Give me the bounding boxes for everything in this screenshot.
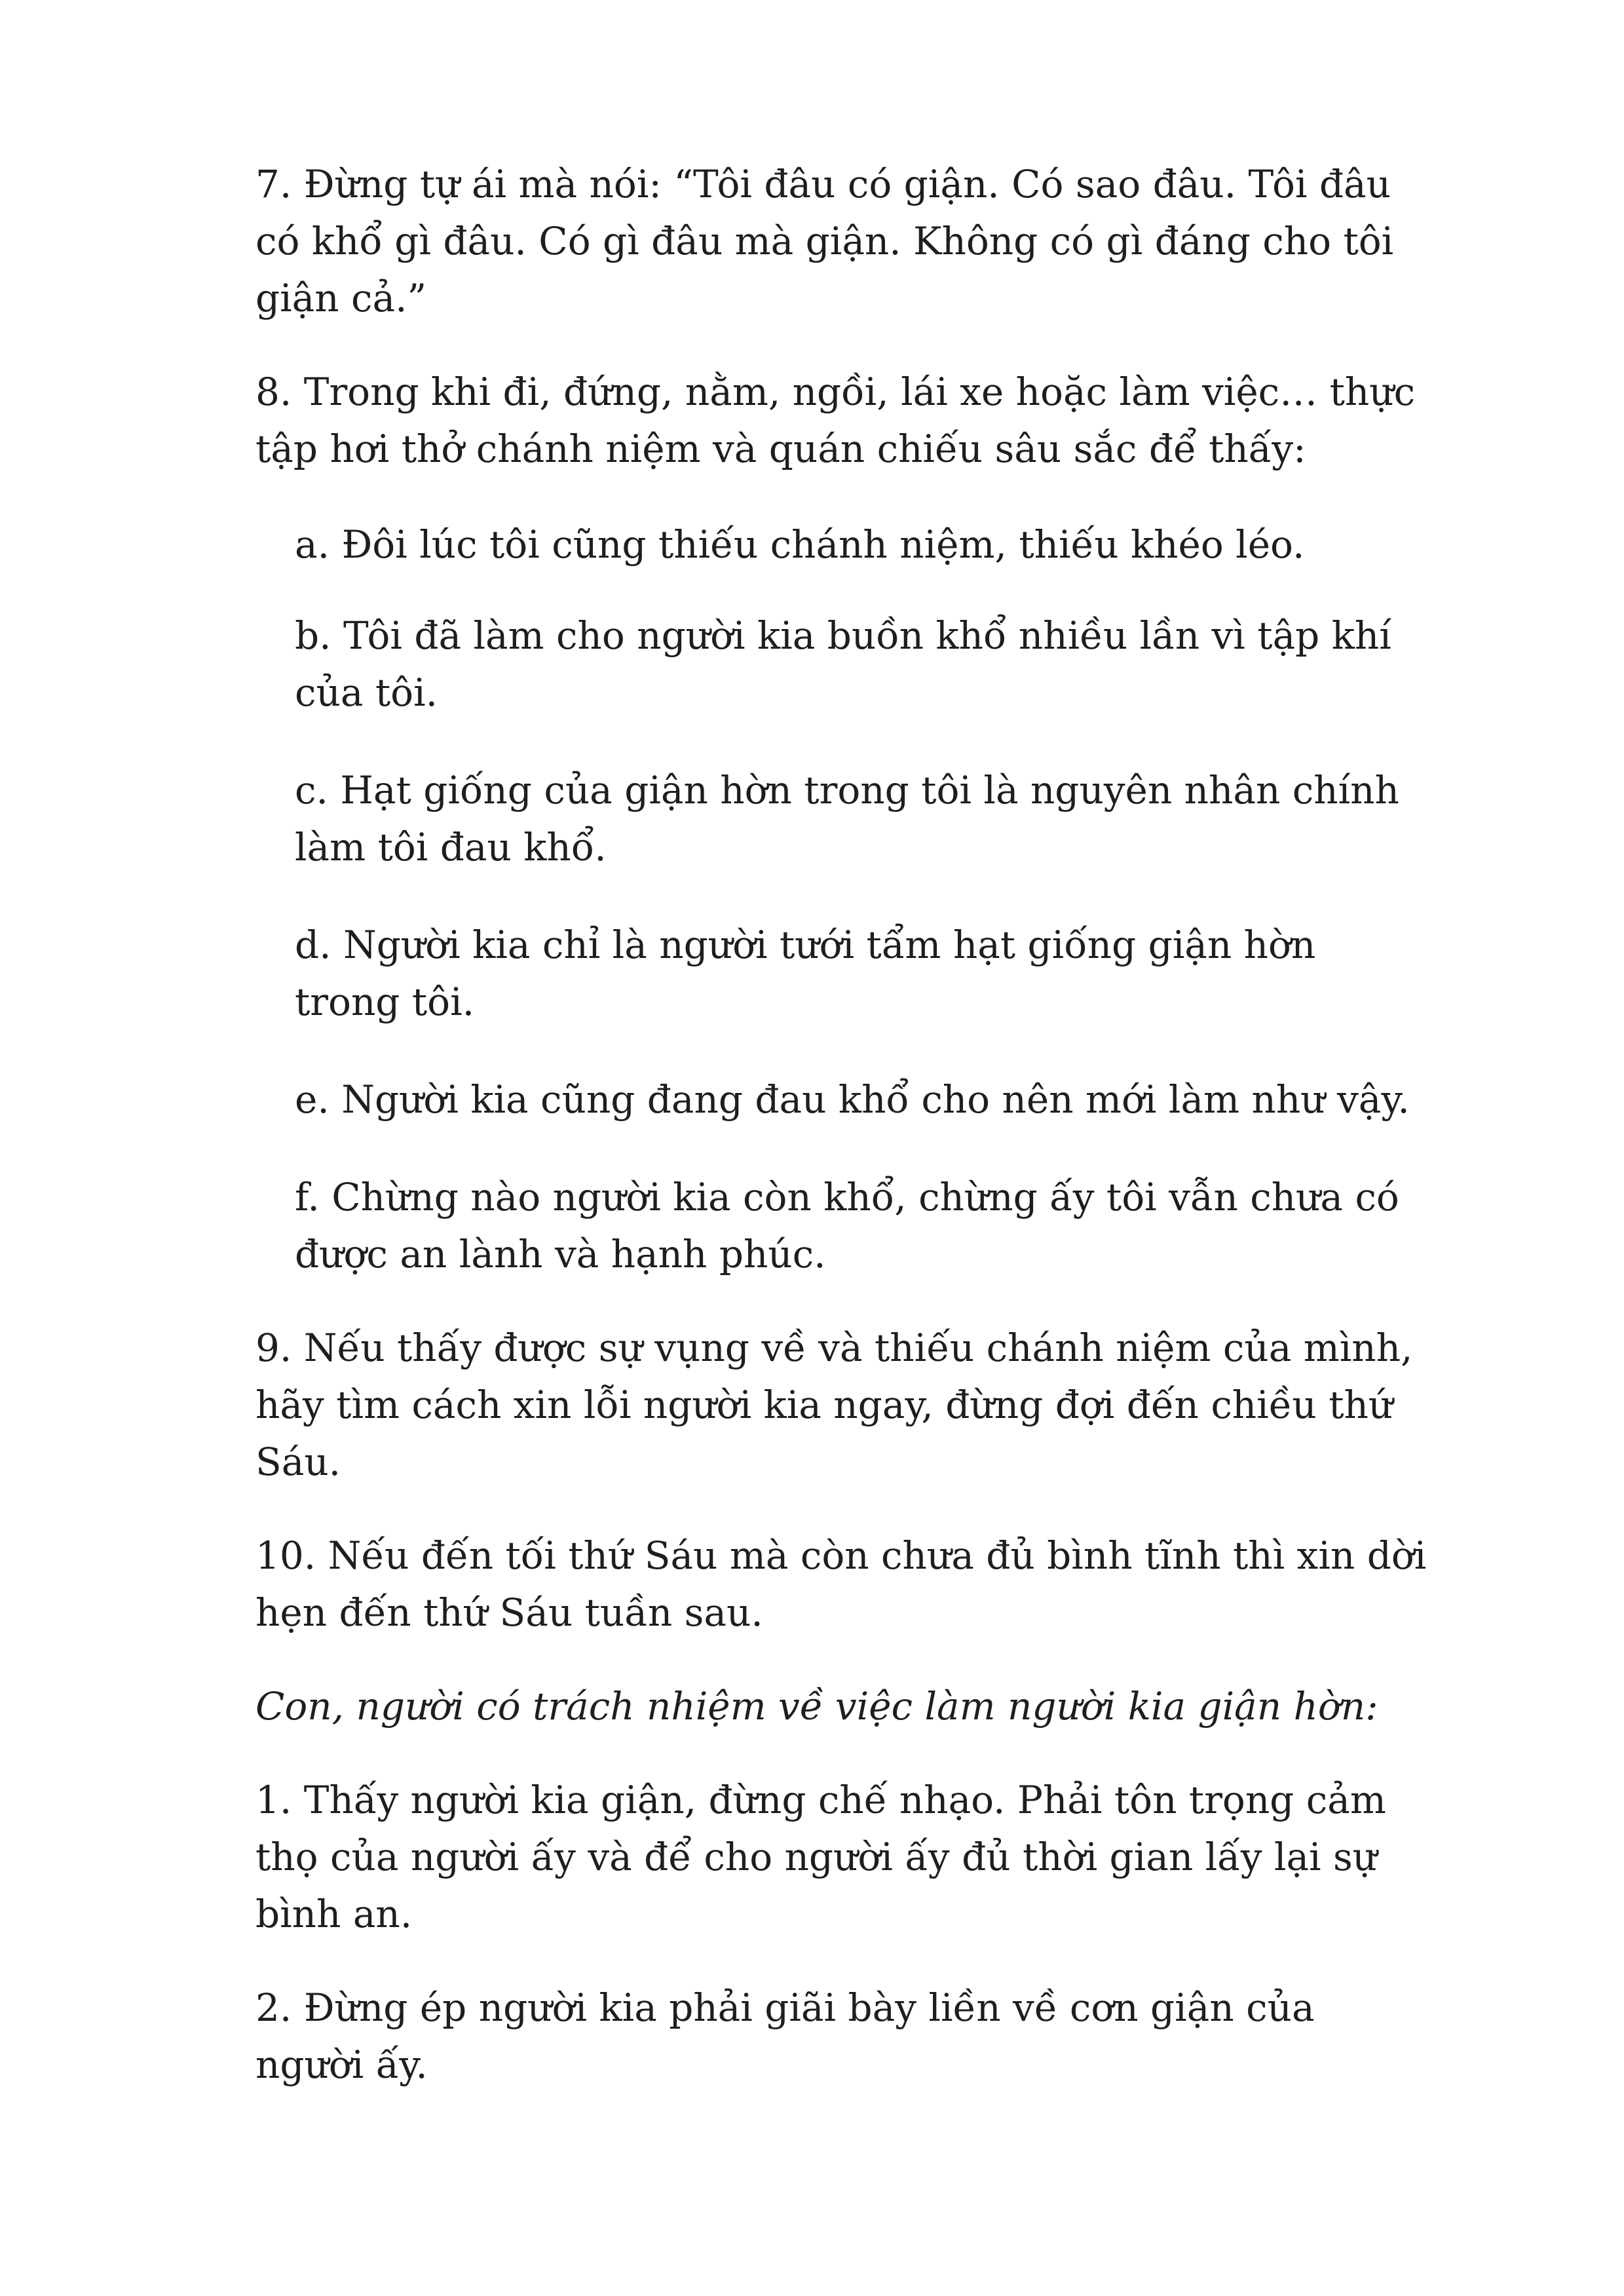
sub-item-e: e. Người kia cũng đang đau khổ cho nên mới làm như vậy.: [295, 1077, 1410, 1122]
paragraph-item-8: 8. Trong khi đi, đứng, nằm, ngồi, lái xe hoặc làm việc… thực tập hơi thở chánh niệm và quán chiếu sâu sắc để thấy:: [255, 370, 1416, 471]
paragraph-item-9: 9. Nếu thấy được sự vụng về và thiếu chánh niệm của mình, hãy tìm cách xin lỗi người kia ngay, đừng đợi đến chiều thứ Sáu.: [255, 1326, 1413, 1484]
sub-item-d: d. Người kia chỉ là người tưới tẩm hạt giống giận hờn trong tôi.: [295, 923, 1316, 1024]
sub-item-f: f. Chừng nào người kia còn khổ, chừng ấy tôi vẫn chưa có được an lành và hạnh phúc.: [295, 1175, 1399, 1276]
paragraph-item-7: 7. Đừng tự ái mà nói: “Tôi đâu có giận. Có sao đâu. Tôi đâu có khổ gì đâu. Có gì đâu mà giận. Không có gì đáng cho tôi giận cả.”: [255, 162, 1394, 320]
section-heading: Con, người có trách nhiệm về việc làm người kia giận hờn:: [255, 1684, 1378, 1729]
sub-item-c: c. Hạt giống của giận hờn trong tôi là nguyên nhân chính làm tôi đau khổ.: [295, 768, 1399, 870]
sub-item-a: a. Đôi lúc tôi cũng thiếu chánh niệm, thiếu khéo léo.: [295, 522, 1305, 567]
sub-item-b: b. Tôi đã làm cho người kia buồn khổ nhiều lần vì tập khí của tôi.: [295, 613, 1391, 715]
paragraph-item-10: 10. Nếu đến tối thứ Sáu mà còn chưa đủ bình tĩnh thì xin dời hẹn đến thứ Sáu tuần sau.: [255, 1533, 1427, 1635]
paragraph-item-1: 1. Thấy người kia giận, đừng chế nhạo. Phải tôn trọng cảm thọ của người ấy và để cho người ấy đủ thời gian lấy lại sự bình an.: [255, 1778, 1386, 1936]
paragraph-item-2: 2. Đừng ép người kia phải giãi bày liền về cơn giận của người ấy.: [255, 1985, 1315, 2087]
